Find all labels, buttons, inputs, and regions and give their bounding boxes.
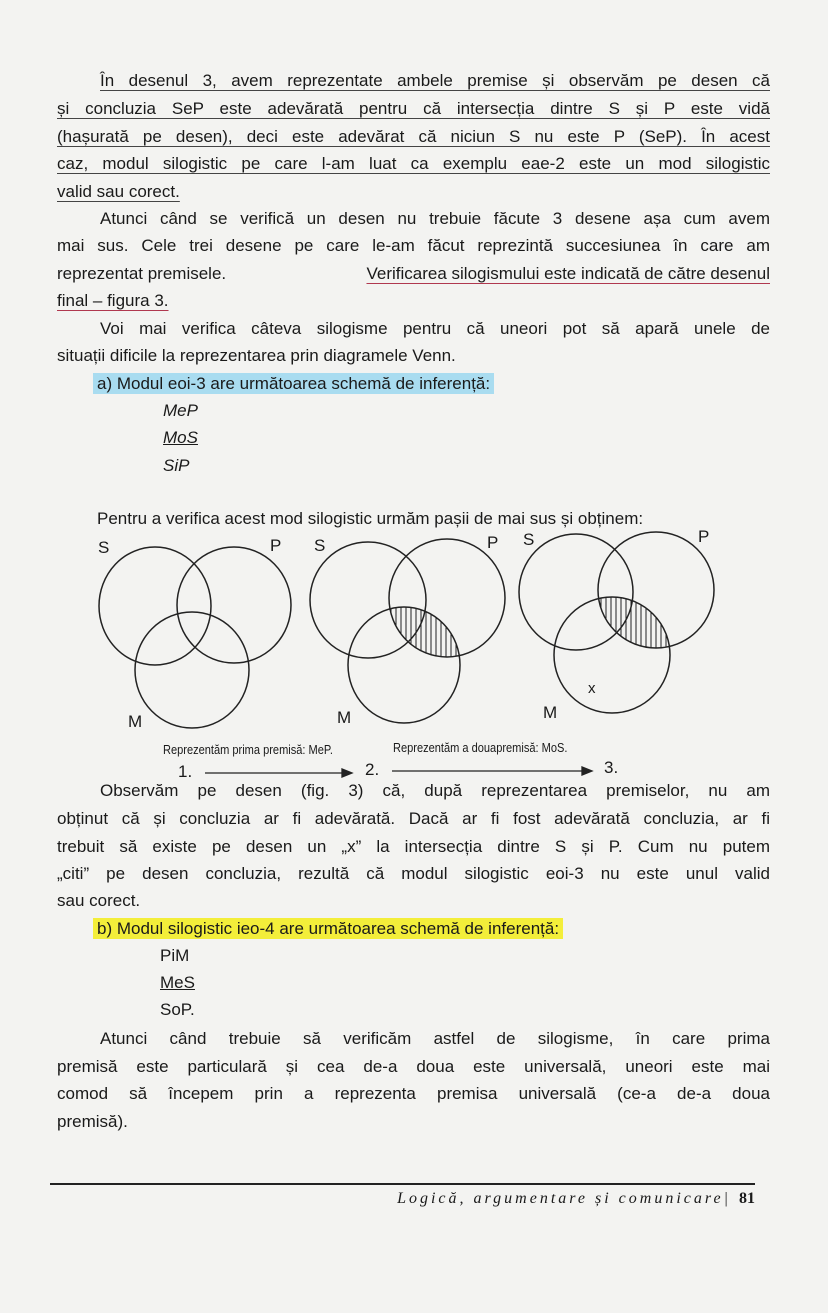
label-s: S (523, 530, 535, 549)
text-line: mai sus. Cele trei desene pe care le-am făcut reprezintă succesiunea în care am (57, 236, 770, 255)
text-line: caz, modul silogistic pe care l-am luat ca exemplu eae-2 este un mod silogistic (57, 154, 770, 173)
text-line: Pentru a verifica acest mod silogistic urmăm pașii de mai sus și obținem: (97, 509, 644, 528)
text-line: Atunci când trebuie să verificăm astfel de silogisme, în care prima (100, 1029, 770, 1048)
text-line: premisă). (57, 1112, 128, 1131)
caption-step-2: Reprezentăm a douapremisă: MoS. (393, 740, 568, 755)
premise: MoS (163, 428, 198, 447)
label-m: M (337, 708, 352, 727)
text-line: Voi mai verifica câteva silogisme pentru că uneori pot să apară unele de (100, 319, 770, 338)
text-line: obținut că și concluzia ar fi adevărată. Dacă ar fi fost adevărată concluzia, ar fi (57, 809, 770, 828)
text-line: Observăm pe desen (fig. 3) că, după reprezentarea premiselor, nu am (100, 781, 770, 800)
text-line: situații dificile la reprezentarea prin diagramele Venn. (57, 346, 456, 365)
label-p: P (487, 533, 499, 552)
text-line: și concluzia SeP este adevărată pentru că intersecția dintre S și P este vidă (57, 99, 770, 118)
step-number: 2. (365, 760, 380, 779)
highlighted-text: a) Modul eoi-3 are următoarea schemă de inferență: (93, 373, 494, 394)
book-title: Logică, argumentare și comunicare| (397, 1190, 731, 1207)
label-p: P (270, 536, 282, 555)
label-p: P (698, 527, 710, 546)
premise: PiM (160, 946, 190, 965)
step-number: 1. (178, 762, 193, 781)
footer-divider (50, 1183, 755, 1185)
label-s: S (98, 538, 110, 557)
conclusion: SiP (163, 456, 190, 475)
step-number: 3. (604, 758, 619, 777)
footer (397, 1190, 755, 1208)
premise: MeS (160, 973, 195, 992)
underlined-text: final – figura 3. (57, 291, 169, 310)
section-b-heading (93, 918, 806, 940)
premise: MeP (163, 401, 198, 420)
text-line: valid sau corect. (57, 182, 180, 201)
circle-p (177, 547, 291, 663)
text-line: trebuit să existe pe desen un „x” la intersecția dintre S și P. Cum nu putem (57, 837, 770, 856)
text-fragment: reprezentat premisele. (57, 264, 227, 283)
circle-m (135, 612, 249, 728)
text-line: În desenul 3, avem reprezentate ambele premise și observăm pe desen că (100, 71, 770, 90)
label-x: x (588, 680, 596, 697)
caption-step-1: Reprezentăm prima premisă: MeP. (163, 742, 333, 757)
text-line: „citi” pe desen concluzia, rezultă că modul silogistic eoi-3 nu este unul valid (57, 864, 770, 883)
circle-s (310, 542, 426, 658)
text-line: premisă este particulară și cea de-a doua este universală, uneori este mai (57, 1057, 770, 1076)
text-line: (hașurată pe desen), deci este adevărat că niciun S nu este P (SeP). În acest (57, 127, 770, 146)
page-number: 81 (739, 1190, 755, 1207)
label-m: M (128, 712, 143, 731)
text-line: sau corect. (57, 891, 141, 910)
label-s: S (314, 536, 326, 555)
label-m: M (543, 703, 558, 722)
conclusion: SoP. (160, 1000, 195, 1019)
highlighted-text: b) Modul silogistic ieo-4 are următoarea schemă de inferență: (93, 918, 563, 939)
text-line: comod să începem prin a reprezenta premisa universală (ce-a de-a doua (57, 1084, 770, 1103)
underlined-text: Verificarea silogismului este indicată de către desenul (366, 264, 770, 283)
text-line: Atunci când se verifică un desen nu trebuie făcute 3 desene așa cum avem (100, 209, 770, 228)
